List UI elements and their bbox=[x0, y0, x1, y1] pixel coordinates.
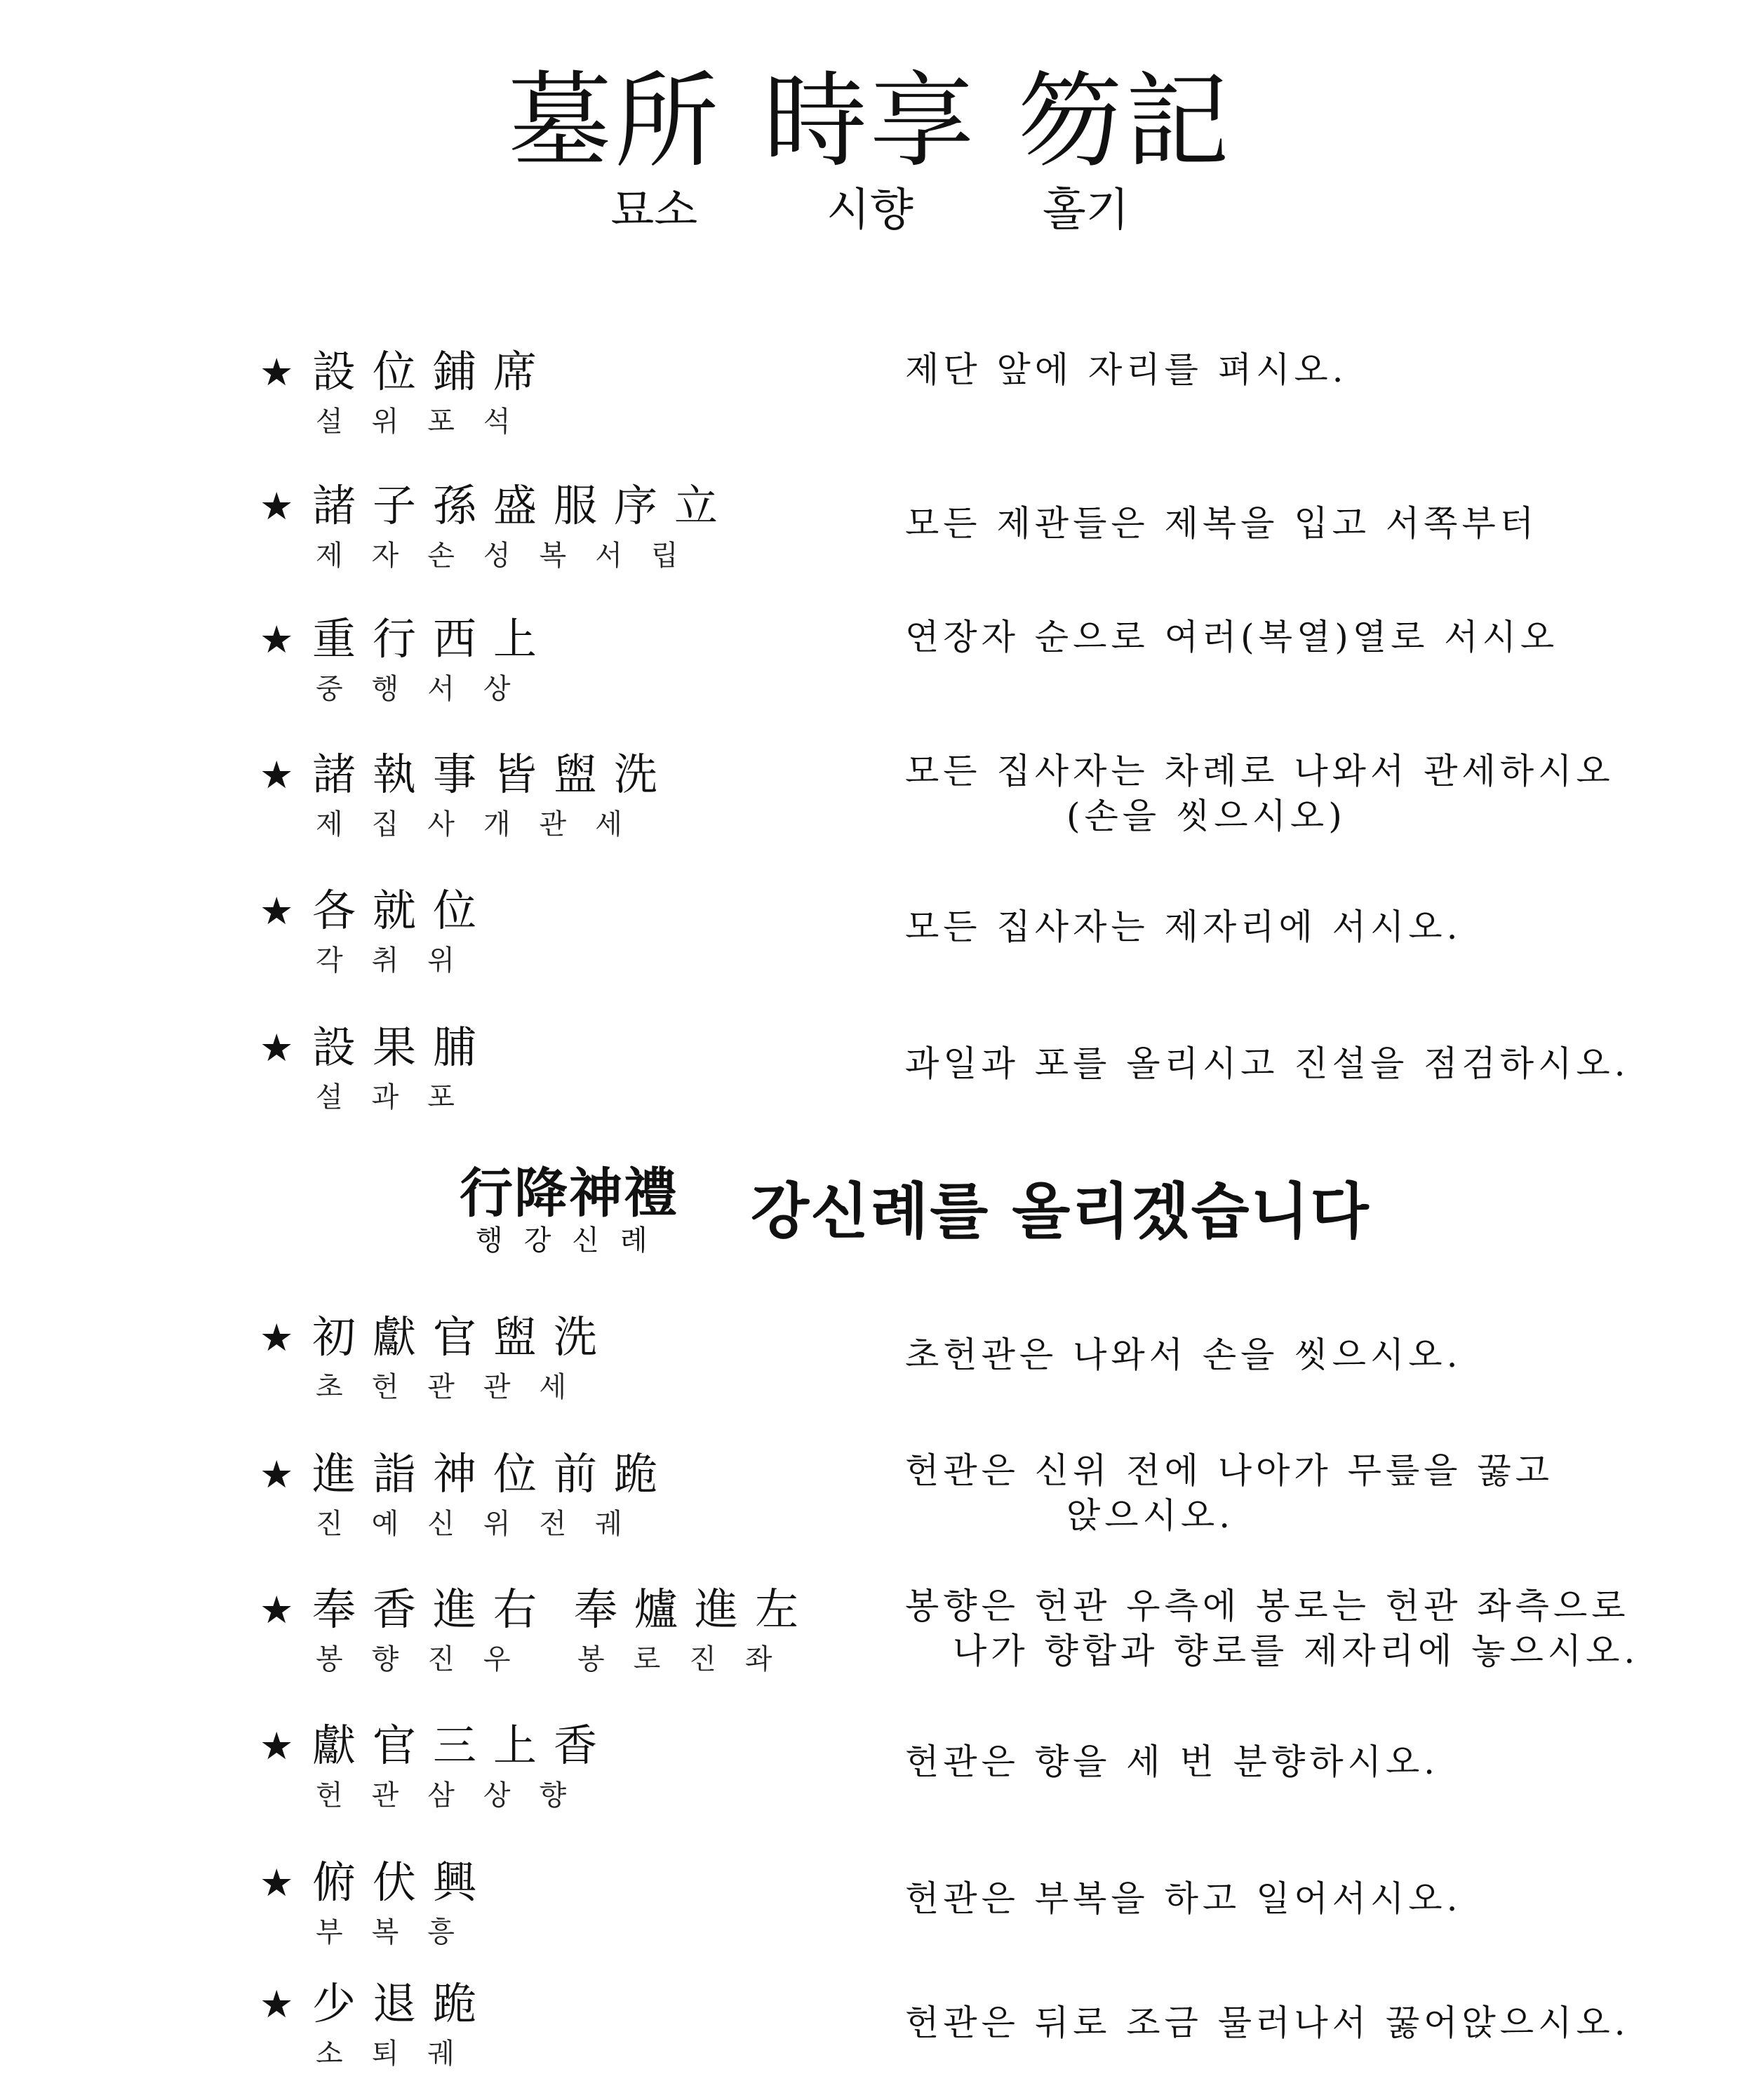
list-item bbox=[260, 1719, 1593, 1824]
item-description: 모든 제관들은 제복을 입고 서쪽부터 bbox=[905, 503, 1539, 544]
star-icon: ★ bbox=[260, 1452, 294, 1497]
item-description: 모든 집사자는 제자리에 서시오. bbox=[905, 907, 1462, 947]
list-item bbox=[260, 613, 1593, 718]
list-item bbox=[260, 748, 1614, 853]
star-icon: ★ bbox=[260, 1588, 294, 1632]
item-hanja: 獻官三上香 bbox=[312, 1720, 615, 1771]
star-icon: ★ bbox=[260, 1982, 294, 2026]
title-hanja-2: 時享 bbox=[763, 61, 977, 182]
item-reading: 부복흥 bbox=[316, 1916, 483, 1948]
item-hanja: 奉香進右 bbox=[312, 1584, 554, 1635]
item-description: 과일과 포를 올리시고 진설을 점검하시오. bbox=[905, 1043, 1630, 1084]
section-heading bbox=[456, 1161, 1508, 1266]
item-hanja: 進詣神位前跪 bbox=[312, 1448, 675, 1499]
item-hanja: 俯伏興 bbox=[312, 1857, 494, 1908]
item-hanja: 諸執事皆盥洗 bbox=[312, 749, 675, 800]
item-reading: 제집사개관세 bbox=[316, 808, 651, 841]
title-hanja bbox=[0, 62, 1740, 181]
item-description-line2: 앉으시오. bbox=[1066, 1495, 1235, 1536]
item-hanja-second: 奉爐進左 bbox=[574, 1584, 816, 1635]
list-item bbox=[260, 1583, 1640, 1688]
title-korean-2: 시향 bbox=[826, 185, 914, 236]
item-reading: 헌관삼상향 bbox=[316, 1779, 596, 1812]
item-description: 연장자 순으로 여러(복열)열로 서시오 bbox=[905, 617, 1559, 657]
item-hanja: 各就位 bbox=[312, 885, 494, 936]
item-reading-second: 봉로진좌 bbox=[577, 1643, 801, 1676]
section-reading: 행강신례 bbox=[476, 1224, 669, 1257]
star-icon: ★ bbox=[260, 753, 294, 797]
star-icon: ★ bbox=[260, 1861, 294, 1905]
star-icon: ★ bbox=[260, 350, 294, 394]
item-description: 초헌관은 나와서 손을 씻으시오. bbox=[905, 1335, 1462, 1375]
item-description-line2: (손을 씻으시오) bbox=[1066, 796, 1346, 836]
list-item bbox=[260, 1447, 1593, 1553]
item-description: 헌관은 신위 전에 나아가 무릎을 꿇고 bbox=[905, 1450, 1553, 1491]
item-hanja: 少退跪 bbox=[312, 1978, 494, 2029]
item-hanja: 設位鋪席 bbox=[312, 346, 554, 397]
star-icon: ★ bbox=[260, 617, 294, 662]
item-reading: 설위포석 bbox=[316, 406, 540, 438]
item-hanja: 初獻官盥洗 bbox=[312, 1311, 615, 1363]
list-item bbox=[260, 884, 1593, 989]
item-description: 모든 집사자는 차례로 나와서 관세하시오 bbox=[905, 751, 1614, 791]
section-korean-title: 강신례를 올리겠습니다 bbox=[751, 1177, 1370, 1247]
section-hanja: 行降神禮 bbox=[460, 1162, 678, 1224]
item-description: 헌관은 부복을 하고 일어서시오. bbox=[905, 1878, 1462, 1919]
list-item bbox=[260, 1311, 1593, 1416]
item-reading: 제자손성복서립 bbox=[316, 540, 707, 572]
list-item bbox=[260, 1977, 1630, 2082]
item-hanja: 重行西上 bbox=[312, 613, 554, 664]
item-description: 헌관은 뒤로 조금 물러나서 꿇어앉으시오. bbox=[905, 2002, 1630, 2043]
title-hanja-3: 笏記 bbox=[1019, 61, 1232, 182]
title-korean-1: 묘소 bbox=[610, 185, 698, 236]
star-icon: ★ bbox=[260, 1724, 294, 1768]
item-reading: 각취위 bbox=[316, 944, 483, 977]
document-title bbox=[0, 62, 1740, 239]
star-icon: ★ bbox=[260, 484, 294, 528]
item-description: 제단 앞에 자리를 펴시오. bbox=[905, 349, 1348, 390]
list-item bbox=[260, 345, 1593, 450]
item-hanja: 設果脯 bbox=[312, 1022, 494, 1073]
item-reading: 초헌관관세 bbox=[316, 1371, 596, 1403]
item-reading: 봉향진우 bbox=[316, 1643, 540, 1676]
item-hanja: 諸子孫盛服序立 bbox=[312, 480, 735, 531]
item-description-line2: 나가 향합과 향로를 제자리에 놓으시오. bbox=[953, 1631, 1640, 1671]
star-icon: ★ bbox=[260, 889, 294, 933]
list-item bbox=[260, 1021, 1630, 1126]
item-description: 봉향은 헌관 우측에 봉로는 헌관 좌측으로 bbox=[905, 1586, 1630, 1626]
star-icon: ★ bbox=[260, 1316, 294, 1360]
item-reading: 소퇴궤 bbox=[316, 2038, 483, 2070]
title-korean bbox=[0, 182, 1740, 239]
item-reading: 설과포 bbox=[316, 1081, 483, 1113]
title-korean-3: 홀기 bbox=[1042, 185, 1130, 236]
list-item bbox=[260, 1856, 1593, 1961]
list-item bbox=[260, 479, 1593, 584]
star-icon: ★ bbox=[260, 1026, 294, 1070]
item-reading: 진예신위전궤 bbox=[316, 1508, 651, 1540]
item-reading: 중행서상 bbox=[316, 673, 540, 705]
title-hanja-1: 墓所 bbox=[508, 61, 721, 182]
item-description: 헌관은 향을 세 번 분향하시오. bbox=[905, 1741, 1440, 1782]
